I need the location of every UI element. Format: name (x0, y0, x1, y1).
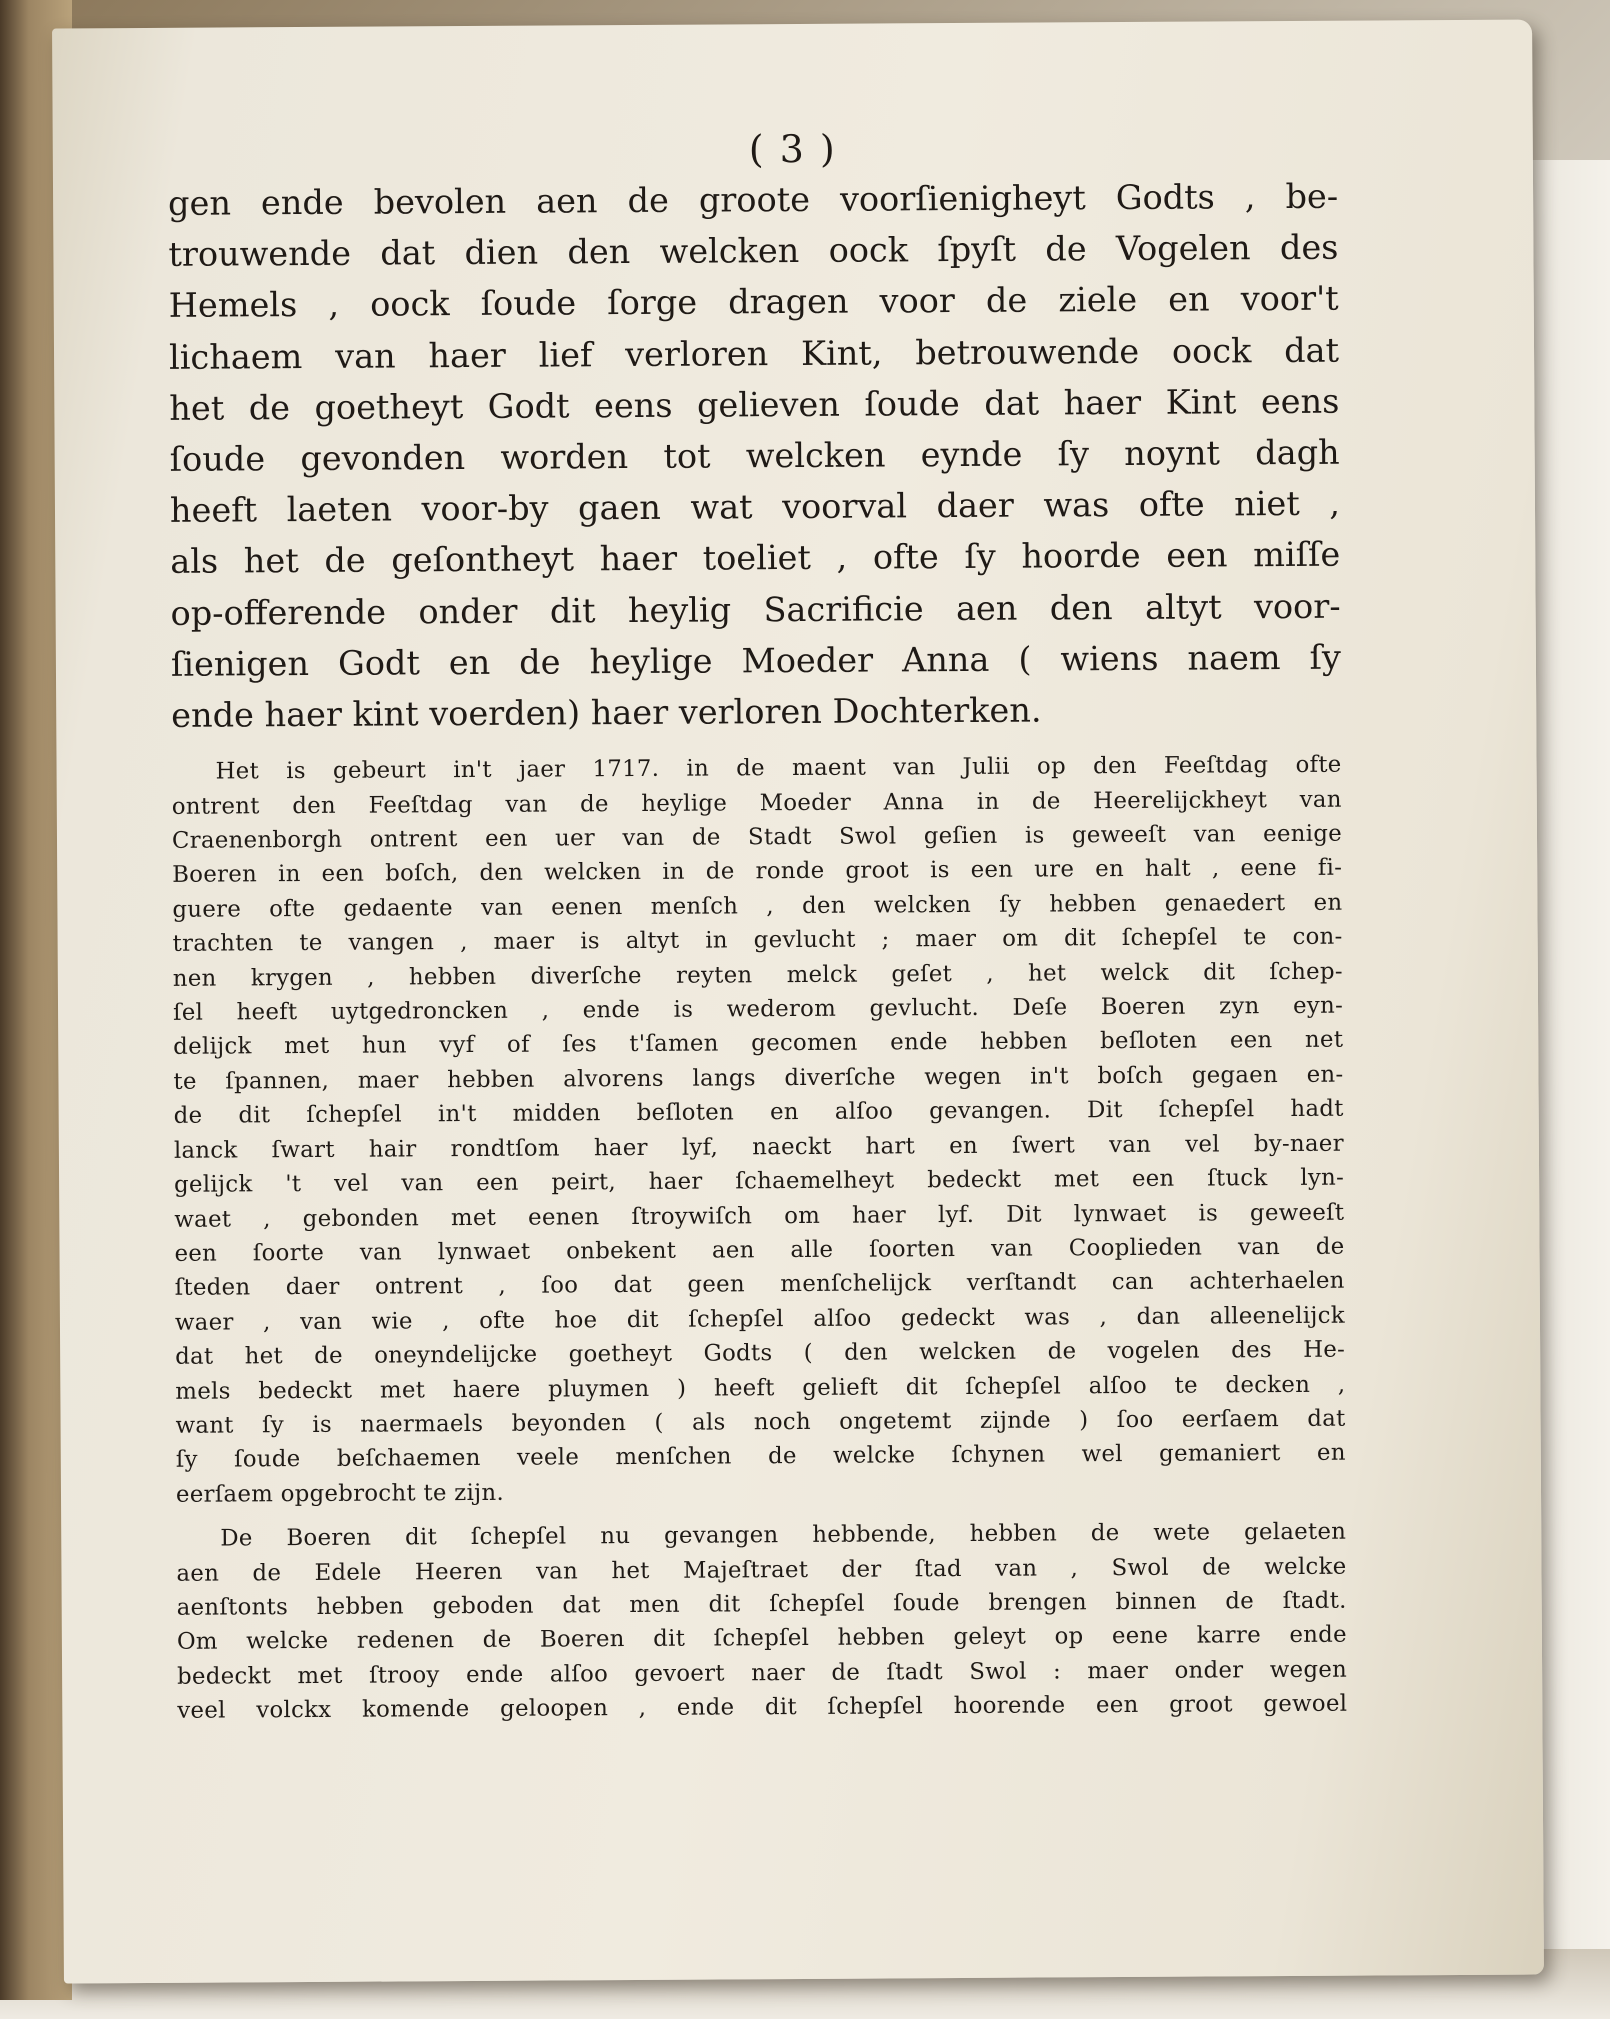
text-line: Om welcke redenen de Boeren dit ſchepſel hebben geleyt op eene karre ende (176, 1622, 1347, 1656)
book-page (52, 19, 1544, 1983)
text-line: gen ende bevolen aen de groote voorſienigheyt Godts , be- (167, 176, 1339, 223)
text-line: het de goetheyt Godt eens gelieven ſoude dat haer Kint eens (169, 381, 1340, 428)
text-line: ſy ſoude beſchaemen veele menſchen de welcke ſchynen wel gemaniert en (175, 1440, 1346, 1474)
text-line: De Boeren dit ſchepſel nu gevangen hebbende, hebben de wete gelaeten (220, 1518, 1347, 1552)
text-line: Craenenborgh ontrent een uer van de Stadt Swol geſien is geweeſt van eenige (171, 820, 1343, 854)
text-line: ſienigen Godt en de heylige Moeder Anna ( wiens naem ſy (170, 637, 1342, 684)
text-line: guere ofte gedaente van eenen menſch , den welcken ſy hebben genaedert en (172, 889, 1343, 923)
text-line: trachten te vangen , maer is altyt in gevlucht ; maer om dit ſchepſel te con- (172, 923, 1343, 958)
text-line: Hemels , oock ſoude ſorge dragen voor de ziele en voor't (168, 279, 1339, 326)
paragraph-capture (176, 1515, 1347, 1729)
text-line: waer , van wie , ofte hoe dit ſchepſel alſoo gedeckt was , dan alleenelijck (174, 1302, 1346, 1336)
text-line: op-offerende onder dit heylig Sacrificie aen den altyt voor- (170, 586, 1341, 633)
text-line: eerſaem opgebrocht te zijn. (175, 1479, 505, 1508)
text-line: want ſy is naermaels beyonden ( als noch ongetemt zijnde ) ſoo eerſaem dat (175, 1405, 1346, 1439)
text-line: heeft laeten voor-by gaen wat voorval daer was ofte niet , (169, 483, 1341, 531)
text-line: waet , gebonden met eenen ſtroywiſch om haer lyf. Dit lynwaet is geweeſt (174, 1199, 1345, 1233)
text-line: lichaem van haer lief verloren Kint, betrouwende oock dat (168, 330, 1340, 377)
page-number: ( 3 ) (748, 126, 837, 172)
text-line: dat het de oneyndelijcke goetheyt Godts ( den welcken de vogelen des He- (175, 1336, 1346, 1370)
text-line: ſel heeft uytgedroncken , ende is wederom gevlucht. Deſe Boeren zyn eyn- (172, 992, 1344, 1026)
text-line: aenſtonts hebben geboden dat men dit ſchepſel ſoude brengen binnen de ſtadt. (176, 1587, 1347, 1621)
text-line: nen krygen , hebben diverſche reyten melck geſet , het welck dit ſchep- (172, 958, 1343, 992)
text-line: mels bedeckt met haere pluymen ) heeft gelieft dit ſchepſel alſoo te decken , (175, 1371, 1346, 1405)
text-line: een ſoorte van lynwaet onbekent aen alle ſoorten van Cooplieden van de (174, 1233, 1345, 1267)
text-line: veel volckx komende geloopen , ende dit ſchepſel hoorende een groot gewoel (177, 1690, 1348, 1725)
text-line: gelijck 't vel van een peirt, haer ſchaemelheyt bedeckt met een ſtuck lyn- (174, 1164, 1345, 1198)
text-line: aen de Edele Heeren van het Majeſtraet der ſtad van , Swol de welcke (176, 1553, 1347, 1587)
text-line: ſoude gevonden worden tot welcken eynde ſy noynt dagh (169, 432, 1340, 479)
text-line: bedeckt met ſtrooy ende alſoo gevoert naer de ſtadt Swol : maer onder wegen (177, 1656, 1348, 1690)
text-line: ſteden daer ontrent , ſoo dat geen menſchelijck verſtandt can achterhaelen (174, 1267, 1345, 1302)
paragraph-continuation (168, 171, 1341, 741)
text-line: ende haer kint voerden) haer verloren Dochterken. (171, 690, 1042, 735)
text-line: de dit ſchepſel in't midden beſloten en alſoo gevangen. Dit ſchepſel hadt (173, 1095, 1344, 1130)
text-line: Boeren in een boſch, den welcken in de ronde groot is een ure en halt , eene fi- (172, 855, 1343, 889)
text-line: trouwende dat dien den welcken oock ſpyſt de Vogelen des (168, 227, 1339, 275)
text-line: delijck met hun vyf of ſes t'ſamen gecomen ende hebben beſloten een net (173, 1027, 1344, 1061)
text-line: te ſpannen, maer hebben alvorens langs diverſche wegen in't boſch gegaen en- (173, 1061, 1344, 1095)
paragraph-account (171, 748, 1346, 1512)
text-line: Het is gebeurt in't jaer 1717. in de maent van Julii op den Feeſtdag ofte (215, 751, 1342, 785)
text-line: ontrent den Feeſtdag van de heylige Moeder Anna in de Heerelijckheyt van (171, 786, 1342, 820)
page-content (168, 121, 1348, 1729)
text-line: als het de geſontheyt haer toeliet , ofte ſy hoorde een miſſe (170, 535, 1341, 582)
text-line: lanck ſwart hair rondtſom haer lyf, naeckt hart en ſwert van vel by-naer (173, 1130, 1344, 1164)
